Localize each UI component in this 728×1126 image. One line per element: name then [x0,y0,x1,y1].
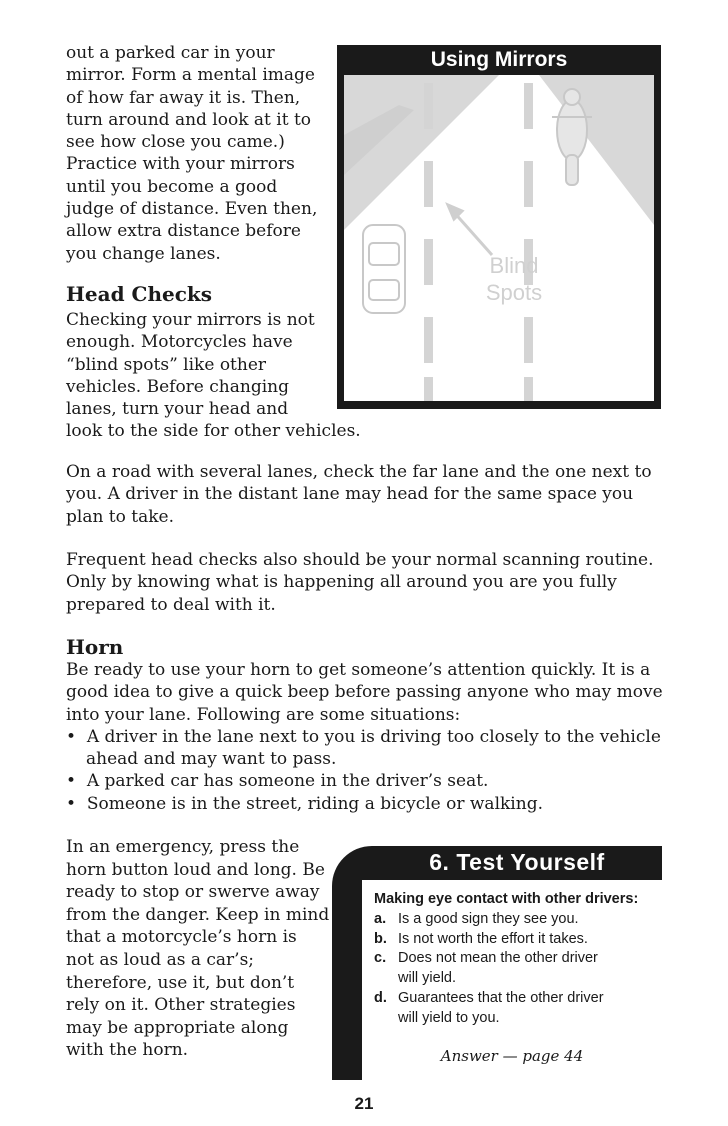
text-line: enough. Motorcycles have [66,332,293,353]
bullet-text: Someone is in the street, riding a bicycle or walking. [86,793,543,814]
arrow-icon [448,205,492,255]
text-line: from the danger. Keep in mind [66,904,330,925]
option-text: will yield. [398,970,457,987]
lane-dash [424,161,433,207]
text-line: of how far away it is. Then, [66,87,301,108]
figure-title: Using Mirrors [430,48,568,71]
bullet-item [66,726,663,748]
text-line: Practice with your mirrors [66,154,295,175]
lane-dash [424,83,433,129]
head-checks-paragraph [66,309,361,443]
text-line: “blind spots” like other [66,354,267,375]
text-line: Only by knowing what is happening all around you are you fully [66,572,617,593]
text-line: mirror. Form a mental image [66,65,315,86]
text-line: may be appropriate along [66,1017,289,1038]
option-letter: b. [374,930,387,947]
text-line: into your lane. Following are some situations: [66,704,461,725]
text-line: lanes, turn your head and [66,399,289,420]
text-line: out a parked car in your [66,43,275,63]
lane-dash [524,317,533,363]
text-line: look to the side for other vehicles. [66,421,361,442]
text-line: In an emergency, press the [66,837,300,857]
text-line: turn around and look at it to [66,109,312,130]
option-text: will yield to you. [398,1009,500,1026]
text-line: with the horn. [66,1040,189,1061]
head-checks-paragraph-3 [66,549,654,616]
lane-dash [424,377,433,401]
text-line: ready to stop or swerve away [66,882,320,903]
horn-emergency-paragraph [66,836,329,1062]
heading-horn: Horn [66,635,124,659]
lane-dash [524,83,533,129]
lane-dash [524,161,533,207]
text-line: Be ready to use your horn to get someone’s attention quickly. It is a [66,660,651,680]
answer-option-d [374,989,664,1029]
car-icon [363,225,405,313]
option-letter: c. [374,950,387,967]
text-line: you change lanes. [66,243,221,264]
lane-dash [424,239,433,285]
option-text: Guarantees that the other driver [398,989,604,1006]
text-line: plan to take. [66,506,175,527]
page-number: 21 [354,1094,374,1113]
road-illustration [344,75,654,401]
option-letter: a. [374,910,387,927]
bullet-continuation: ahead and may want to pass. [86,749,337,770]
option-text: Does not mean the other driver [398,950,598,967]
test-yourself-box [332,846,662,1080]
text-line: vehicles. Before changing [66,376,289,397]
bullet-icon: • [66,726,77,747]
bullet-item [66,770,663,792]
heading-head-checks: Head Checks [66,282,213,306]
test-content [362,880,662,1080]
lane-dash [424,317,433,363]
option-text: Is not worth the effort it takes. [398,930,588,947]
text-line: good idea to give a quick beep before passing anyone who may move [66,682,663,703]
text-line: you. A driver in the distant lane may head for the same space you [66,484,634,505]
text-line: therefore, use it, but don’t [66,972,295,993]
answer-option-b [374,930,664,950]
text-line: see how close you came.) [66,132,285,153]
bullet-text: A parked car has someone in the driver’s seat. [86,771,489,792]
blind-spot-right-area [539,75,654,225]
text-line: allow extra distance before [66,221,301,242]
text-line: prepared to deal with it. [66,594,276,615]
blind-spots-label-2: Spots [485,280,543,305]
intro-paragraph [66,42,317,265]
answer-option-a [374,910,664,930]
using-mirrors-figure [337,45,661,409]
bullet-text: A driver in the lane next to you is driving too closely to the vehicle [86,726,661,747]
blind-spots-label-1: Blind [489,253,539,278]
bullet-icon: • [66,771,77,792]
question-stem: Making eye contact with other drivers: [374,891,639,907]
text-line: that a motorcycle’s horn is [66,927,297,948]
text-line: Frequent head checks also should be your normal scanning routine. [66,550,654,570]
answer-option-c [374,949,664,989]
option-text: Is a good sign they see you. [398,910,579,927]
lane-dash [524,377,533,401]
test-question [374,890,664,1029]
head-checks-paragraph-2 [66,461,652,528]
text-line: horn button loud and long. Be [66,859,325,880]
text-line: judge of distance. Even then, [66,199,318,220]
horn-paragraph [66,659,663,815]
text-line: rely on it. Other strategies [66,995,296,1016]
figure-scene [344,75,654,401]
bullet-icon: • [66,793,77,814]
answer-reference: Answer — page 44 [440,1047,584,1065]
bullet-item [66,793,663,815]
text-line: On a road with several lanes, check the far lane and the one next to [66,462,652,482]
text-line: until you become a good [66,176,278,197]
text-line: not as loud as a car’s; [66,949,255,970]
option-letter: d. [374,989,387,1006]
text-line: Checking your mirrors is not [66,310,315,330]
test-title: 6. Test Yourself [429,849,605,875]
